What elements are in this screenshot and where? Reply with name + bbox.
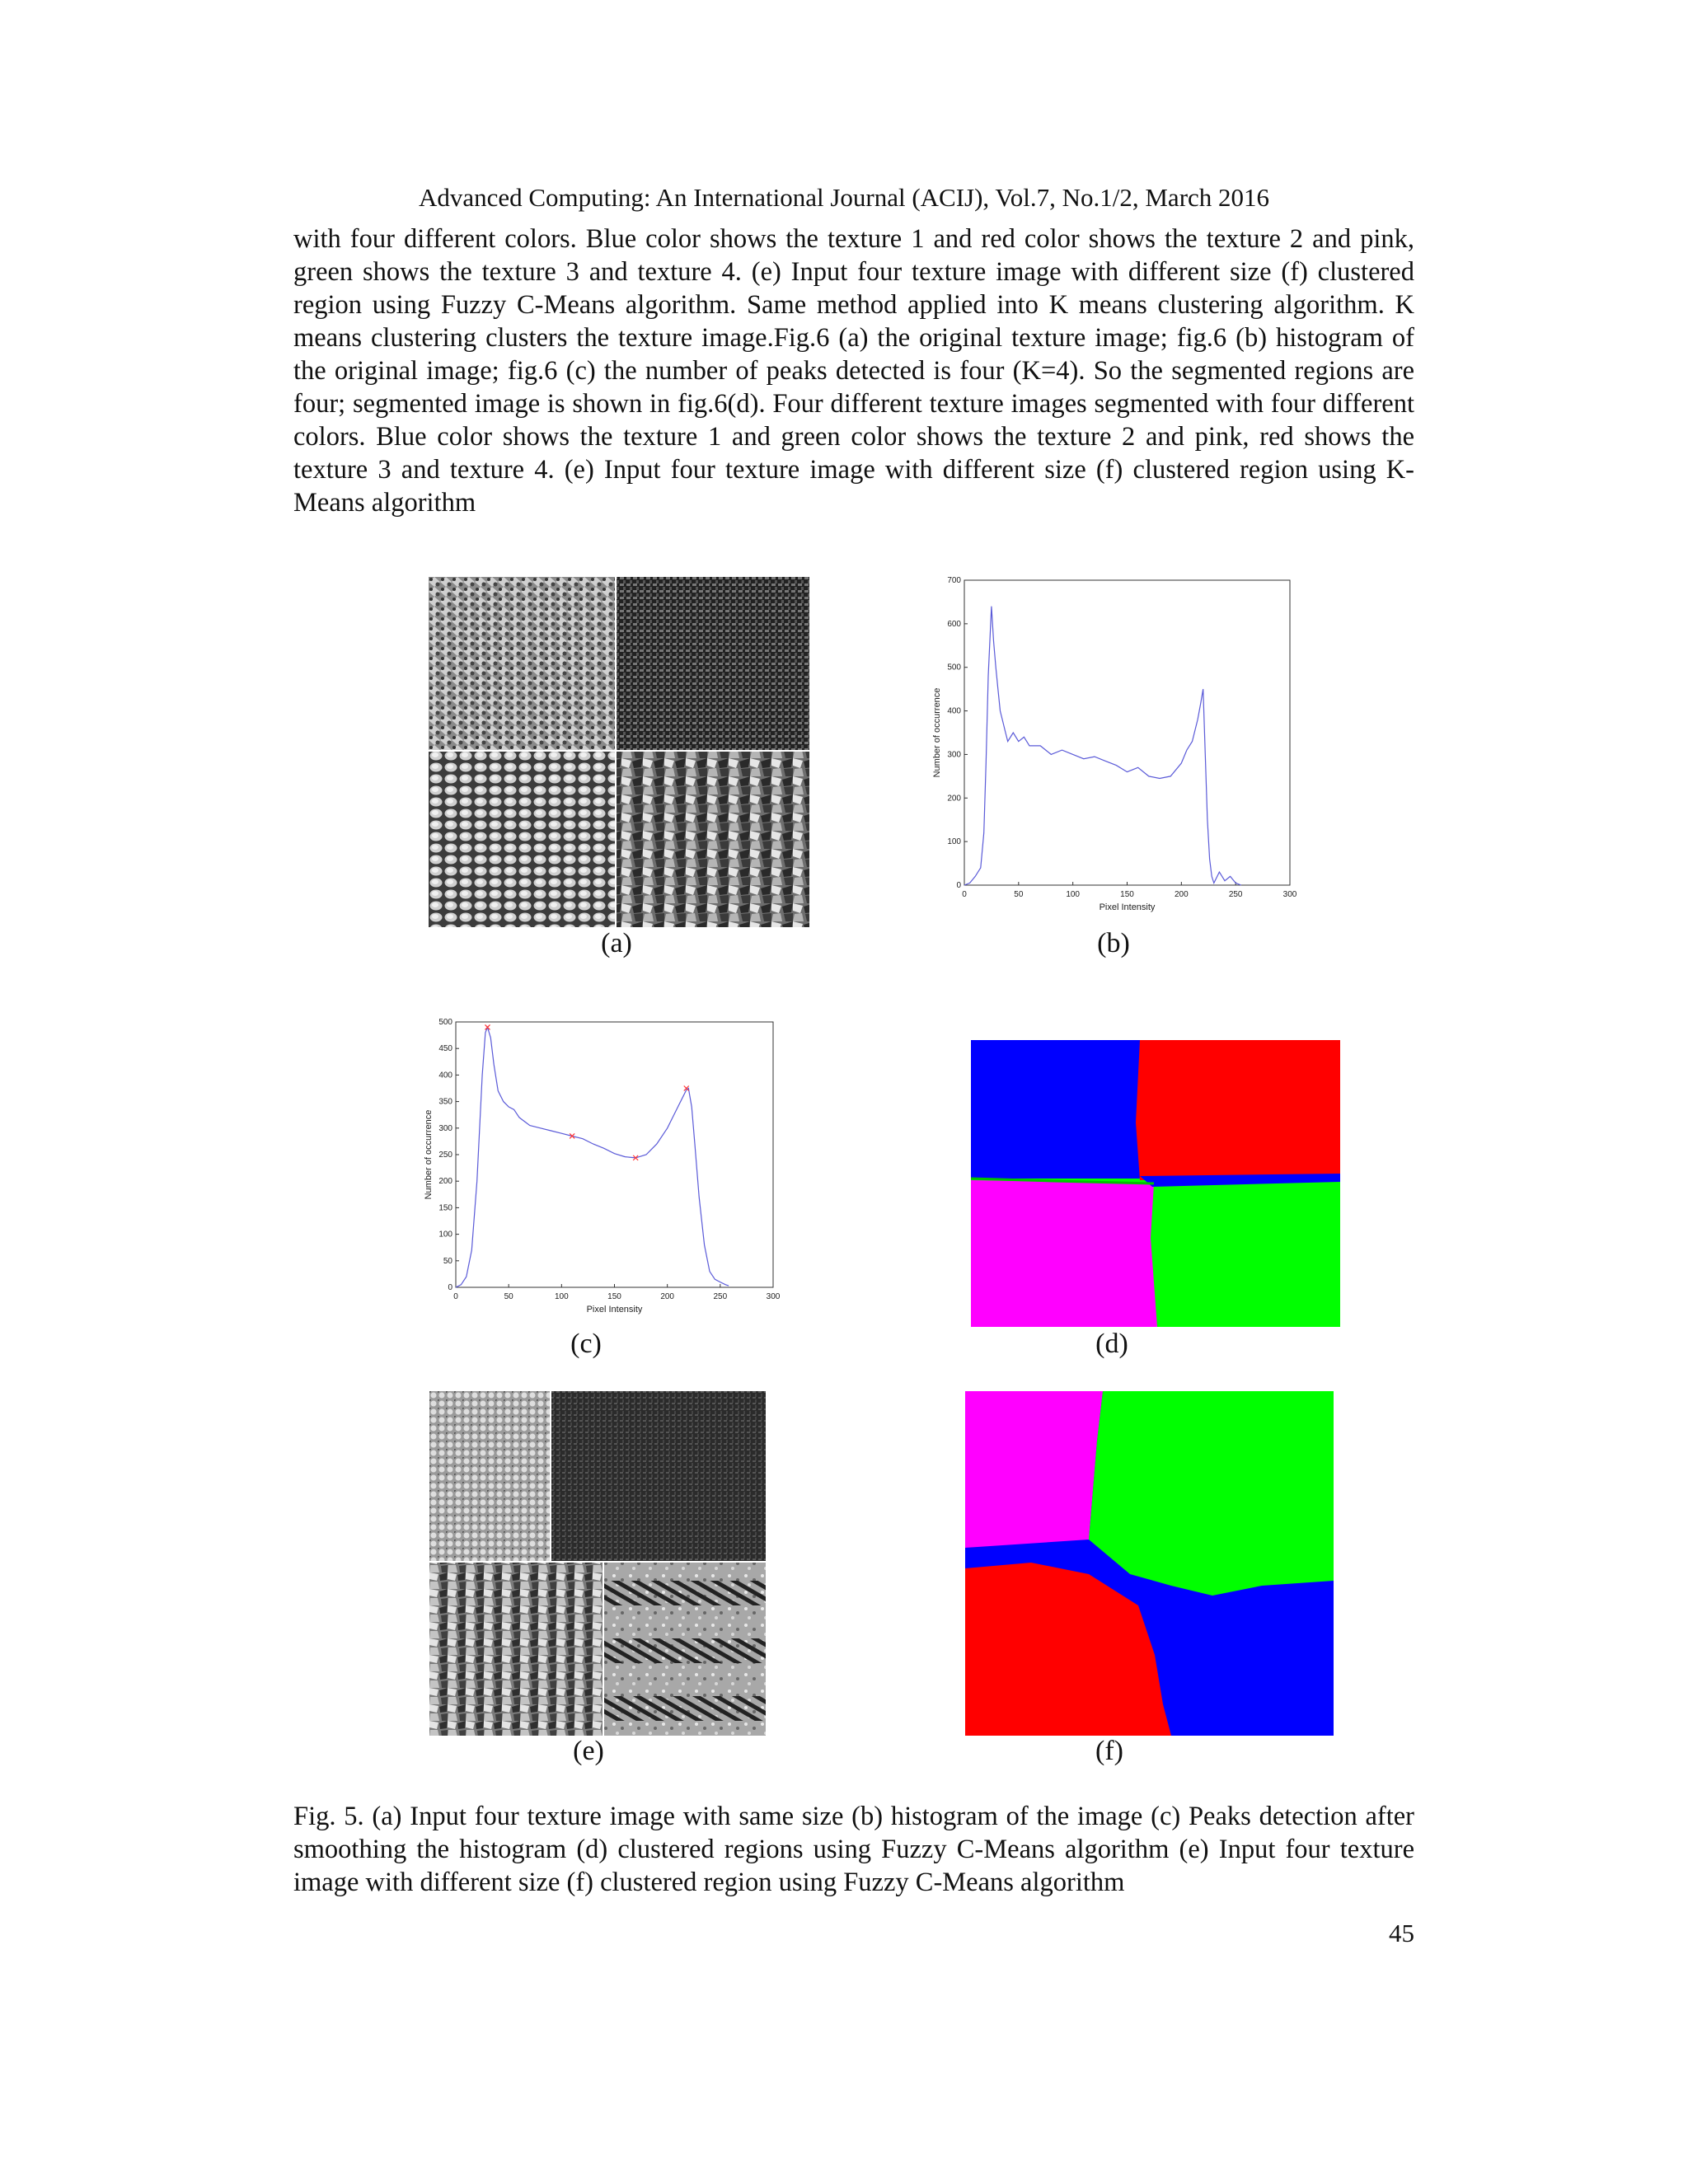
chart-b-y-axis-label: Number of occurrence (932, 687, 942, 778)
chart-b-y-tick-label: 700 (947, 576, 961, 585)
chart-c-x-tick-label: 250 (713, 1292, 728, 1301)
chart-b-x-tick-label: 250 (1228, 890, 1243, 899)
chart-c-y-tick-label: 400 (438, 1071, 452, 1080)
clustered-image-d (971, 1040, 1340, 1327)
chart-b-x-tick-label: 300 (1282, 890, 1297, 899)
running-header: Advanced Computing: An International Journal (ACIJ), Vol.7, No.1/2, March 2016 (418, 183, 1270, 212)
histogram-chart (923, 572, 1302, 918)
chart-b-y-tick-label: 600 (947, 619, 961, 629)
chart-c-x-tick-label: 100 (554, 1292, 569, 1301)
chart-c-x-tick-label: 0 (453, 1292, 458, 1301)
chart-c-x-tick-label: 300 (766, 1292, 781, 1301)
chart-c-y-tick-label: 350 (438, 1097, 452, 1107)
chart-c-x-tick-label: 50 (504, 1292, 513, 1301)
chart-c-y-tick-label: 500 (438, 1018, 452, 1027)
chart-b-x-tick-label: 50 (1014, 890, 1024, 899)
chart-c-y-tick-label: 250 (438, 1151, 452, 1160)
texture-image-a (429, 577, 809, 927)
page-number: 45 (1389, 1919, 1414, 1947)
chart-b-y-tick-label: 200 (947, 794, 961, 804)
subfig-label-a: (a) (601, 928, 632, 958)
chart-b-y-tick-label: 500 (947, 663, 961, 673)
chart-c-y-tick-label: 0 (448, 1283, 452, 1292)
smoothed-histogram-chart (415, 1010, 785, 1324)
chart-c-x-tick-label: 150 (607, 1292, 621, 1301)
chart-b-x-axis-label: Pixel Intensity (1099, 902, 1156, 912)
chart-c-y-tick-label: 200 (438, 1177, 452, 1187)
chart-b-y-tick-label: 100 (947, 837, 961, 847)
texture-image-e (429, 1391, 766, 1736)
chart-c-x-tick-label: 200 (660, 1292, 675, 1301)
chart-c-y-tick-label: 450 (438, 1044, 452, 1054)
chart-b-y-tick-label: 400 (947, 706, 961, 716)
chart-c-plot-frame (456, 1022, 773, 1287)
subfig-label-d: (d) (1095, 1329, 1128, 1359)
subfig-label-f: (f) (1095, 1736, 1123, 1766)
chart-b-y-tick-label: 300 (947, 750, 961, 760)
chart-b-y-tick-label: 0 (956, 881, 961, 890)
chart-b-x-tick-label: 100 (1066, 890, 1081, 899)
body-paragraph: with four different colors. Blue color shows the texture 1 and red color shows the texture 2 and pink, green shows the texture 3 and texture 4. (e) Input four texture image with different size (f) clustered region using Fuzzy C-Means algorithm. Same method applied into K means clustering algorithm. K means clustering clusters the texture image.Fig.6 (a) the original texture image; fig.6 (b) histogram of the original image; fig.6 (c) the number of peaks detected is four (K=4). So the segmented regions are four; segmented image is shown in fig.6(d). Four different texture images segmented with four different colors. Blue color shows the texture 1 and green color shows the texture 2 and pink, red shows the texture 3 and texture 4. (e) Input four texture image with different size (f) clustered region using K-Means algorithm (293, 224, 1414, 518)
subfig-label-c: (c) (570, 1329, 602, 1359)
subfig-label-b: (b) (1097, 928, 1130, 958)
figure-caption: Fig. 5. (a) Input four texture image with same size (b) histogram of the image (c) Peaks detection after smoothing the histogram (d) clustered regions using Fuzzy C-Means algorithm (e) Input four texture image with different size (f) clustered region using Fuzzy C-Means algorithm (293, 1802, 1414, 1897)
chart-c-y-tick-label: 300 (438, 1123, 452, 1133)
chart-b-x-tick-label: 200 (1174, 890, 1189, 899)
chart-c-y-tick-label: 50 (443, 1256, 452, 1266)
chart-c-x-axis-label: Pixel Intensity (586, 1305, 643, 1315)
clustered-image-f (965, 1391, 1334, 1736)
chart-c-y-tick-label: 150 (438, 1203, 452, 1213)
chart-b-x-tick-label: 150 (1120, 890, 1134, 899)
chart-c-y-axis-label: Number of occurrence (424, 1109, 434, 1200)
chart-b-x-tick-label: 0 (962, 890, 967, 899)
subfig-label-e: (e) (573, 1736, 604, 1766)
chart-c-y-tick-label: 100 (438, 1230, 452, 1240)
